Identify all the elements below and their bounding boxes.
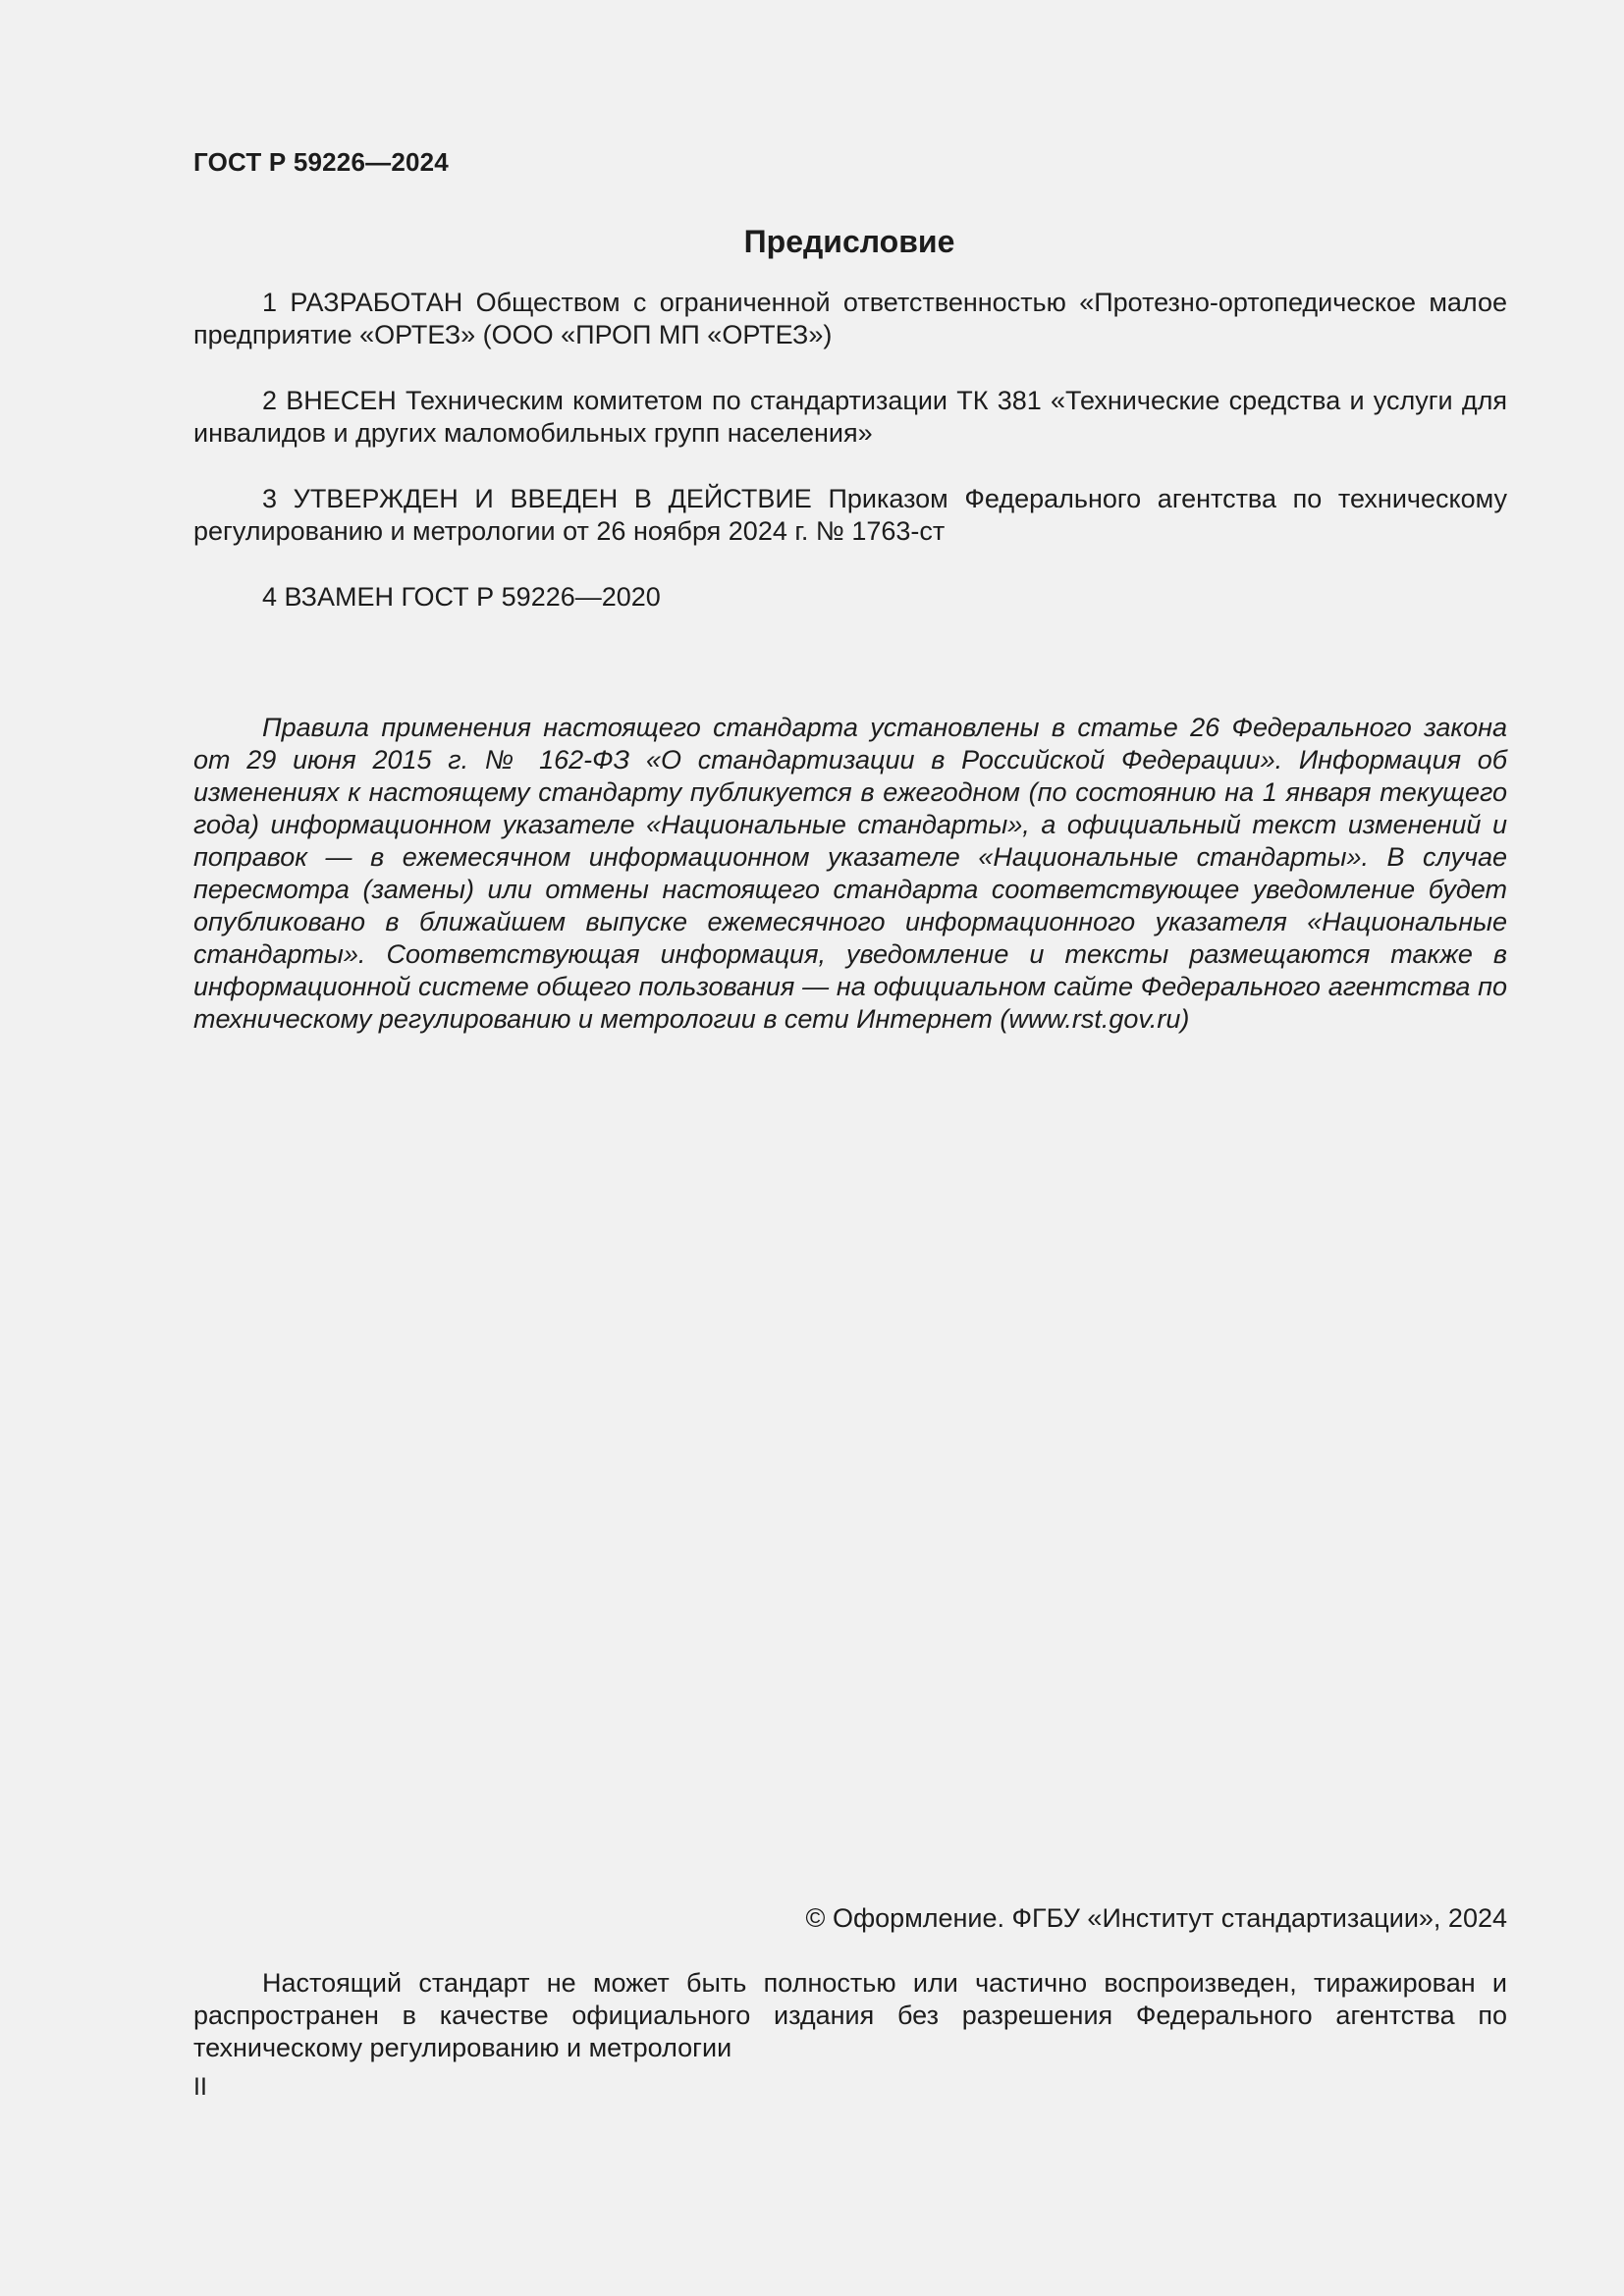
preface-item-text: 2 ВНЕСЕН Техническим комитетом по стандартизации ТК 381 «Технические средства и услуги для инвалидов и других маломобильных групп населения»: [193, 386, 1507, 448]
preface-item-4: [193, 581, 1507, 614]
preface-item-1: [193, 287, 1507, 351]
notice-text: Настоящий стандарт не может быть полностью или частично воспроизведен, тиражирован и распространен в качестве официального издания без разрешения Федерального агентства по техническому регулированию и метрологии: [193, 1968, 1507, 2062]
preface-item-3: [193, 483, 1507, 548]
reproduction-notice: [193, 1967, 1507, 2064]
rules-text: Правила применения настоящего стандарта установлены в статье 26 Федерального закона от 29 июня 2015 г. № 162-ФЗ «О стандартизации в Российской Федерации». Информация об изменениях к настоящему стандарту публикуется в ежегодном (по состоянию на 1 января текущего года) информационном указателе «Национальные стандарты», а официальный текст изменений и поправок — в ежемесячном информационном указателе «Национальные стандарты». В случае пересмотра (замены) или отмены настоящего стандарта соответствующее уведомление будет опубликовано в ближайшем выпуске ежемесячного информационного указателя «Национальные стандарты». Соответствующая информация, уведомление и тексты размещаются также в информационной системе общего пользования — на официальном сайте Федерального агентства по техническому регулированию и метрологии в сети Интернет (www.rst.gov.ru): [193, 713, 1507, 1034]
page-number: II: [193, 2073, 207, 2101]
preface-item-2: [193, 385, 1507, 450]
document-code: ГОСТ Р 59226—2024: [193, 147, 449, 177]
preface-item-text: 1 РАЗРАБОТАН Обществом с ограниченной ответственностью «Протезно-ортопедическое малое предприятие «ОРТЕЗ» (ООО «ПРОП МП «ОРТЕЗ»): [193, 288, 1507, 349]
preface-title: Предисловие: [743, 224, 955, 259]
preface-item-text: 4 ВЗАМЕН ГОСТ Р 59226—2020: [262, 582, 661, 612]
preface-item-text: 3 УТВЕРЖДЕН И ВВЕДЕН В ДЕЙСТВИЕ Приказом Федерального агентства по техническому регулированию и метрологии от 26 ноября 2024 г. № 1763-ст: [193, 484, 1507, 546]
copyright-line: © Оформление. ФГБУ «Институт стандартизации», 2024: [805, 1903, 1507, 1933]
application-rules-paragraph: [193, 712, 1507, 1036]
